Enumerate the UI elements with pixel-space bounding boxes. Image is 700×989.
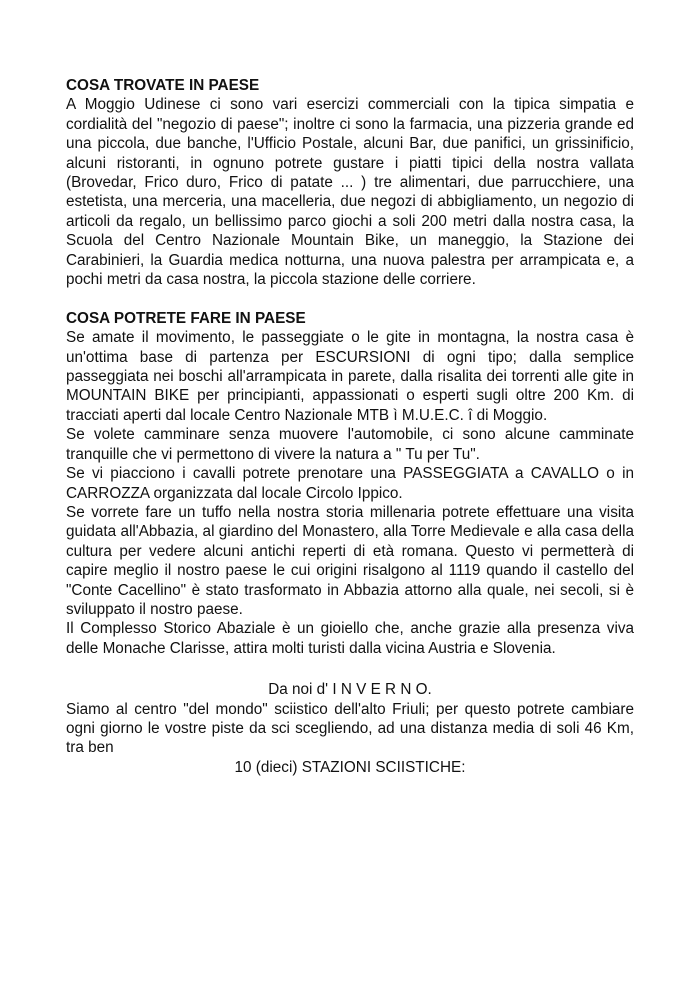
paragraph-camminate: Se volete camminare senza muovere l'automobile, ci sono alcune camminate tranquille che vi permettono di vivere la natura a " Tu per Tu". <box>66 426 634 463</box>
paragraph-complesso-abaziale: Il Complesso Storico Abaziale è un gioiello che, anche grazie alla presenza viva delle Monache Clarisse, attira molti turisti dalla vicina Austria e Slovenia. <box>66 620 634 657</box>
section-body-cosa-trovate: A Moggio Udinese ci sono vari esercizi commerciali con la tipica simpatia e cordialità del "negozio di paese"; inoltre ci sono la farmacia, una pizzeria grande ed una piccola, due banche, l'Ufficio Postale, alcuni Bar, due panifici, un grissinificio, alcuni ristoranti, in ognuno potrete gustare i piatti tipici della nostra vallata (Brovedar, Frico duro, Frico di patate ... ) tre alimentari, due parrucchiere, una estetista, una merceria, una macelleria, due negozi di abbigliamento, un negozio di articoli da regalo, un bellissimo parco giochi a soli 200 metri dalla nostra casa, la Scuola del Centro Nazionale Mountain Bike, un maneggio, la Stazione dei Carabinieri, la Guardia medica notturna, una nuova palestra per arrampicata e, a pochi metri da casa nostra, la piccola stazione delle corriere. <box>66 96 634 289</box>
spacer <box>66 289 634 308</box>
section-body-inverno: Siamo al centro "del mondo" sciistico dell'alto Friuli; per questo potrete cambiare ogni giorno le vostre piste da sci scegliendo, ad una distanza media di soli 46 Km, tra ben <box>66 700 634 757</box>
stazioni-sciistiche-line: 10 (dieci) STAZIONI SCIISTICHE: <box>234 758 466 776</box>
spacer <box>66 658 634 680</box>
section-heading-cosa-potrete: COSA POTRETE FARE IN PAESE <box>66 309 306 327</box>
section-heading-cosa-trovate: COSA TROVATE IN PAESE <box>66 77 260 94</box>
section-heading-inverno: Da noi d' I N V E R N O. <box>268 681 432 699</box>
document-page <box>66 76 634 777</box>
paragraph-storia: Se vorrete fare un tuffo nella nostra storia millenaria potrete effettuare una visita guidata all'Abbazia, al giardino del Monastero, alla Torre Medievale e alla casa della cultura per vedere alcuni antichi reperti di età romana. Questo vi permetterà di capire meglio il nostro paese le cui origini risalgono al 1119 quando il castello del "Conte Cacellino" è stato trasformato in Abbazia attorno alla quale, nei secoli, si è sviluppato il nostro paese. <box>66 503 634 618</box>
paragraph-cavalli: Se vi piacciono i cavalli potrete prenotare una PASSEGGIATA a CAVALLO o in CARROZZA organizzata dal locale Circolo Ippico. <box>66 465 634 502</box>
paragraph-escursioni: Se amate il movimento, le passeggiate o le gite in montagna, la nostra casa è un'ottima base di partenza per ESCURSIONI di ogni tipo; dalla semplice passeggiata nei boschi all'arrampicata in parete, dalla risalita dei torrenti alle gite in MOUNTAIN BIKE per principianti, appassionati o esperti sugli oltre 200 Km. di tracciati aperti dal locale Centro Nazionale MTB ì M.U.E.C. î di Moggio. <box>66 329 634 424</box>
